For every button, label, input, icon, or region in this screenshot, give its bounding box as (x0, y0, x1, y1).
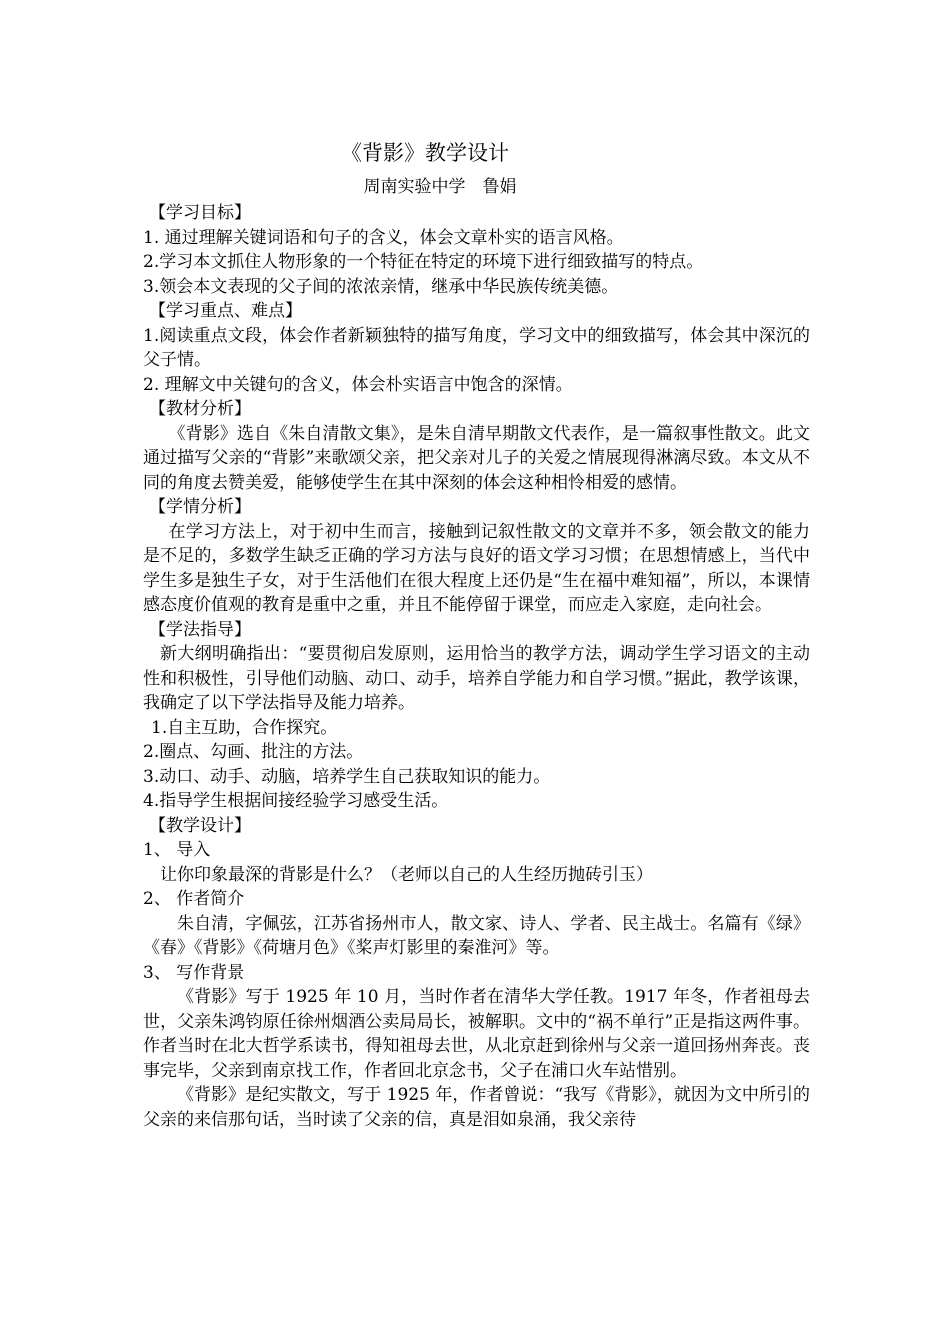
method-paragraph: 新大纲明确指出：“要贯彻启发原则，运用恰当的教学方法，调动学生学习语文的主动性和积极性，引导他们动脑、动口、动手，培养自学能力和自学习惯。”据此，教学该课，我确定了以下学法指导及能力培养。 (143, 644, 810, 713)
design-step-body: 让你印象最深的背影是什么？（老师以自己的人生经历抛砖引玉） (160, 864, 653, 885)
section-heading-objectives: 【学习目标】 (149, 203, 251, 223)
learner-analysis-paragraph: 在学习方法上，对于初中生而言，接触到记叙性散文的文章并不多，领会散文的能力是不足的，多数学生缺乏正确的学习方法与良好的语文学习习惯；在思想情感上，当代中学生多是独生子女，对于生活他们在很大程度上还仍是“生在福中难知福”，所以，本课情感态度价值观的教育是重中之重，并且不能停留于课堂，而应走入家庭，走向社会。 (143, 521, 810, 615)
objective-item: 1. 通过理解关键词语和句子的含义，体会文章朴实的语言风格。 (143, 227, 624, 248)
section-heading-design: 【教学设计】 (149, 815, 251, 836)
section-heading-textbook: 【教材分析】 (149, 399, 251, 419)
objective-item: 2.学习本文抓住人物形象的一个特征在特定的环境下进行细致描写的特点。 (143, 252, 704, 272)
design-step-title: 3、 写作背景 (143, 962, 245, 983)
textbook-analysis-paragraph: 《背影》选自《朱自清散文集》，是朱自清早期散文代表作，是一篇叙事性散文。此文通过描写父亲的“背影”来歌颂父亲，把父亲对儿子的关爱之情展现得淋漓尽致。本文从不同的角度去赞美爱，能够使学生在其中深刻的体会这种相怜相爱的感情。 (143, 423, 810, 493)
section-heading-learners: 【学情分析】 (149, 497, 251, 517)
key-point-item: 2. 理解文中关键句的含义，体会朴实语言中饱含的深情。 (143, 374, 573, 395)
key-point-item: 1.阅读重点文段，体会作者新颖独特的描写角度，学习文中的细致描写，体会其中深沉的父子情。 (143, 325, 810, 370)
design-step-body: 朱自清，字佩弦，江苏省扬州市人，散文家、诗人、学者、民主战士。名篇有《绿》《春》《背影》《荷塘月色》《桨声灯影里的秦淮河》等。 (143, 913, 810, 958)
method-item: 4.指导学生根据间接经验学习感受生活。 (143, 791, 449, 811)
document-body (143, 201, 810, 1132)
document-title: 《背影》教学设计 (341, 141, 509, 165)
design-step-body: 《背影》写于 1925 年 10 月，当时作者在清华大学任教。1917 年冬，作者祖母去世，父亲朱鸿钧原任徐州烟酒公卖局局长，被解职。文中的“祸不单行”正是指这两件事。作者当时在北大哲学系读书，得知祖母去世，从北京赶到徐州与父亲一道回扬州奔丧。丧事完毕，父亲到南京找工作，作者回北京念书，父子在浦口火车站惜别。 (143, 987, 810, 1081)
objective-item: 3.领会本文表现的父子间的浓浓亲情，继承中华民族传统美德。 (143, 276, 619, 297)
method-item: 2.圈点、勾画、批注的方法。 (143, 742, 364, 762)
design-step-title: 1、 导入 (143, 840, 211, 860)
design-step-title: 2、 作者简介 (143, 889, 245, 909)
method-item: 1.自主互助，合作探究。 (151, 717, 338, 738)
section-heading-key-points: 【学习重点、难点】 (149, 301, 302, 321)
method-item: 3.动口、动手、动脑，培养学生自己获取知识的能力。 (143, 766, 551, 787)
document-author: 周南实验中学 鲁娟 (363, 177, 517, 197)
section-heading-method: 【学法指导】 (149, 619, 251, 640)
design-step-body: 《背影》是纪实散文，写于 1925 年，作者曾说：“我写《背影》，就因为文中所引的父亲的来信那句话，当时读了父亲的信，真是泪如泉涌，我父亲待 (143, 1085, 810, 1130)
